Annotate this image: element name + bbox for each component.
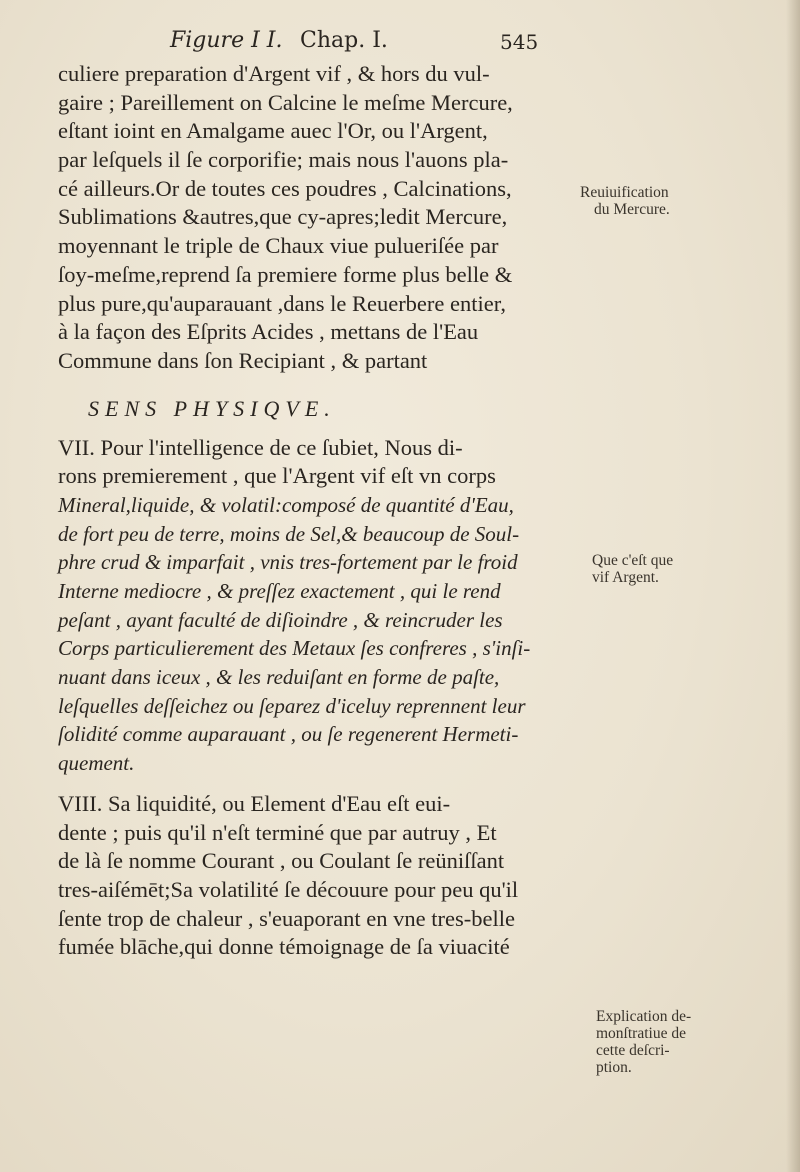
text-line: quement. (58, 751, 135, 776)
text-line: Mineral,liquide, & volatil:composé de quantité d'Eau, (58, 492, 514, 517)
margin-note-line: vif Argent. (592, 569, 659, 586)
text-line: Interne mediocre , & preſſez exactement , qui le rend (58, 579, 501, 603)
main-text (58, 60, 578, 962)
text-line: phre crud & imparfait , vnis tres-fortement par le froid (58, 550, 518, 575)
chapter-label: Chap. I. (300, 28, 388, 53)
text-line: fumée blāche,qui donne témoignage de ſa viuacité (58, 934, 510, 960)
text-line: gaire ; Pareillement on Calcine le meſme Mercure, (58, 89, 513, 115)
text-line: par leſquels il ſe corporifie; mais nous l'auons pla- (58, 147, 509, 173)
text-line: leſquelles deſſeichez ou ſeparez d'iceluy reprennent leur (58, 693, 526, 718)
page-edge-shadow (786, 0, 800, 1172)
text-line: nuant dans iceux , & les reduiſant en forme de paſte, (58, 665, 500, 690)
paragraph-2 (58, 434, 578, 778)
text-line: dente ; puis qu'il n'eſt terminé que par autruy , Et (58, 819, 497, 845)
text-line: VIII. Sa liquidité, ou Element d'Eau eſt eui- (58, 790, 451, 816)
text-line: à la façon des Eſprits Acides , mettans de l'Eau (58, 319, 479, 345)
text-line: ſoy-meſme,reprend ſa premiere forme plus belle & (58, 261, 513, 287)
margin-note-line: cette deſcri- (596, 1042, 670, 1059)
text-line: moyennant le triple de Chaux viue pulueriſée par (58, 233, 499, 259)
text-line: ſente trop de chaleur , s'euaporant en vne tres-belle (58, 905, 515, 931)
text-line: culiere preparation d'Argent vif , & hors du vul- (58, 61, 490, 86)
text-line: de là ſe nomme Courant , ou Coulant ſe reüniſſant (58, 848, 505, 874)
section-heading: SENS PHYSIQVE. (88, 395, 336, 421)
paragraph-1 (58, 60, 578, 376)
margin-note-line: Reuiuification (580, 184, 669, 201)
running-header (170, 22, 610, 62)
text-line: peſant , ayant faculté de diſioindre , & reincruder les (58, 607, 503, 632)
margin-note-line: Que c'eſt que (592, 552, 674, 569)
paragraph-3 (58, 790, 578, 962)
margin-note-line: du Mercure. (594, 201, 670, 218)
text-line: eſtant ioint en Amalgame auec l'Or, ou l'Argent, (58, 118, 488, 144)
margin-note-quicksilver (592, 552, 800, 586)
page-number: 545 (500, 30, 539, 54)
text-line: ſolidité comme auparauant , ou ſe regenerent Hermeti- (58, 722, 519, 747)
margin-note-line: monſtratiue de (596, 1025, 686, 1042)
text-line: de fort peu de terre, moins de Sel,& beaucoup de Soul- (58, 521, 520, 546)
text-line: Corps particulierement des Metaux ſes confreres , s'inſi- (58, 636, 531, 661)
text-line: tres-aiſémēt;Sa volatilité ſe découure pour peu qu'il (58, 876, 519, 902)
figure-reference: Figure I I. (170, 28, 283, 53)
text-line: rons premierement , que l'Argent vif eſt vn corps (58, 463, 496, 489)
margin-note-explication (596, 1008, 800, 1076)
text-line: Commune dans ſon Recipiant , & partant (58, 347, 428, 373)
text-line: plus pure,qu'auparauant ,dans le Reuerbere entier, (58, 290, 506, 316)
margin-note-line: ption. (596, 1059, 632, 1076)
margin-note-revivification (580, 184, 790, 218)
text-line: cé ailleurs.Or de toutes ces poudres , Calcinations, (58, 175, 512, 201)
margin-note-line: Explication de- (596, 1008, 692, 1025)
text-line: VII. Pour l'intelligence de ce ſubiet, Nous di- (58, 434, 463, 460)
text-line: Sublimations &autres,que cy-apres;ledit Mercure, (58, 204, 508, 230)
